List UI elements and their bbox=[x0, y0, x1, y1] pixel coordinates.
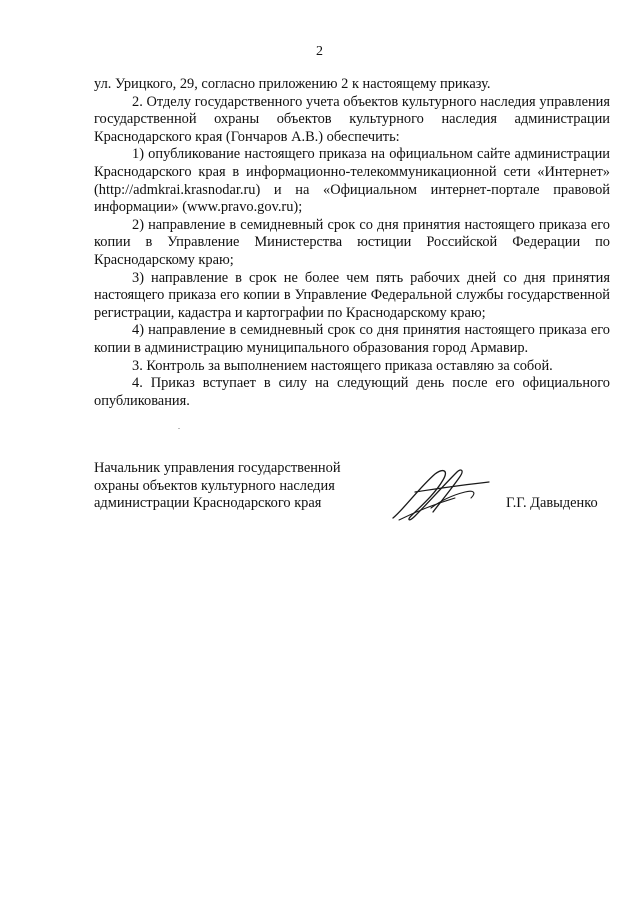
document-body bbox=[94, 76, 610, 410]
paragraph-subitem-4: 4) направление в семидневный срок со дня принятия настоящего приказа его копии в администрацию муниципального образования город Армавир. bbox=[94, 322, 610, 356]
paragraph-item-4: 4. Приказ вступает в силу на следующий день после его официального опубликования. bbox=[94, 375, 610, 409]
signatory-title-line: охраны объектов культурного наследия bbox=[94, 477, 335, 494]
paragraph-subitem-1: 1) опубликование настоящего приказа на официальном сайте администрации Краснодарского края в информационно-телекоммуникационной сети «Интернет» (http://admkrai.krasnodar.ru) и на «Официальном интернет-портале правовой информации» (www.pravo.gov.ru); bbox=[94, 146, 610, 216]
paragraph-continuation: ул. Урицкого, 29, согласно приложению 2 к настоящему приказу. bbox=[94, 76, 491, 92]
handwritten-signature bbox=[385, 462, 493, 526]
signatory-name: Г.Г. Давыденко bbox=[506, 495, 598, 511]
signatory-title-line: администрации Краснодарского края bbox=[94, 495, 322, 512]
paragraph-item-2: 2. Отделу государственного учета объектов культурного наследия управления государственной охраны объектов культурного наследия администрации Краснодарского края (Гончаров А.В.) обеспечить: bbox=[94, 93, 610, 145]
signatory-title-line: Начальник управления государственной bbox=[94, 460, 341, 476]
paragraph-subitem-3: 3) направление в срок не более чем пять рабочих дней со дня принятия настоящего приказа его копии в Управление Федеральной службы государственной регистрации, кадастра и картографии по Краснодарскому краю; bbox=[94, 269, 610, 321]
signatory-title bbox=[94, 460, 394, 513]
paragraph-subitem-2: 2) направление в семидневный срок со дня принятия настоящего приказа его копии в Управление Министерства юстиции Российской Федерации по Краснодарскому краю; bbox=[94, 216, 610, 268]
scan-speck bbox=[178, 428, 180, 429]
page-number: 2 bbox=[316, 44, 323, 59]
paragraph-item-3: 3. Контроль за выполнением настоящего приказа оставляю за собой. bbox=[132, 357, 553, 374]
